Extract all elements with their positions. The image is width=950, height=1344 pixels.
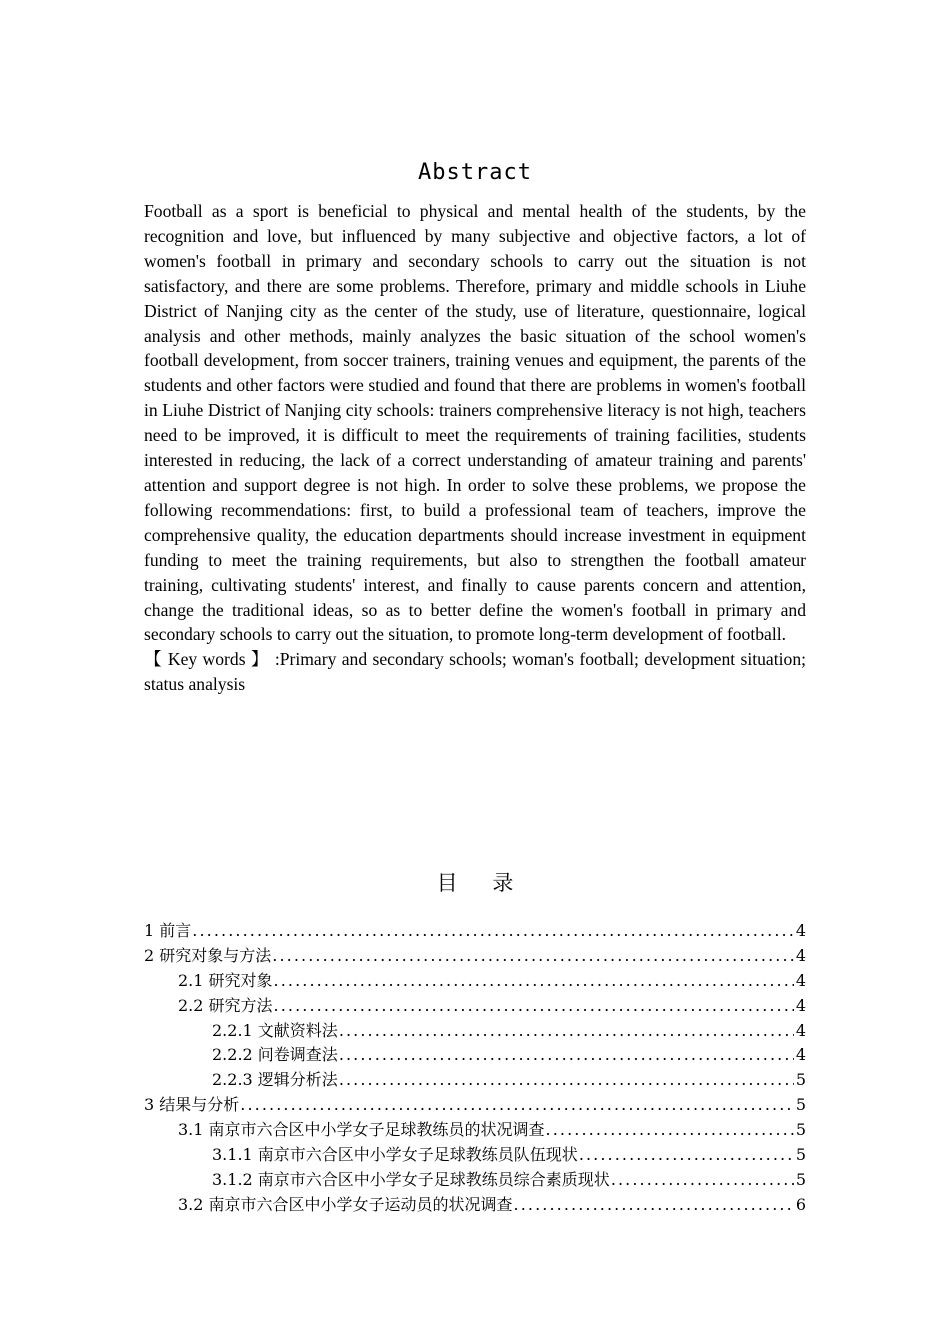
toc-entry-page: 4 bbox=[795, 1045, 806, 1065]
toc-leader-dots bbox=[514, 1195, 794, 1214]
toc-entry-label: 3.1.1 南京市六合区中小学女子足球教练员队伍现状 bbox=[212, 1145, 578, 1165]
toc-entry-label: 3.1.2 南京市六合区中小学女子足球教练员综合素质现状 bbox=[212, 1169, 610, 1189]
toc-entry[interactable] bbox=[144, 1192, 806, 1217]
toc-entry[interactable] bbox=[144, 1067, 806, 1092]
toc-entry-label: 2.2.3 逻辑分析法 bbox=[212, 1070, 338, 1090]
toc-entry-label: 3.1 南京市六合区中小学女子足球教练员的状况调查 bbox=[178, 1120, 545, 1140]
toc-leader-dots bbox=[272, 946, 794, 965]
toc-entry[interactable] bbox=[144, 1042, 806, 1067]
toc-leader-dots bbox=[546, 1120, 794, 1139]
toc-entry-page: 4 bbox=[795, 970, 806, 990]
toc-leader-dots bbox=[274, 996, 794, 1015]
toc-entry-page: 4 bbox=[795, 995, 806, 1015]
toc-leader-dots bbox=[240, 1095, 794, 1114]
toc-entry-page: 5 bbox=[795, 1070, 806, 1090]
toc-entry-label: 2.2.2 问卷调查法 bbox=[212, 1045, 338, 1065]
keywords-label: 【 Key words 】 bbox=[144, 649, 270, 670]
toc-entry-page: 5 bbox=[795, 1120, 806, 1140]
toc-entry-label: 3 结果与分析 bbox=[144, 1095, 240, 1115]
toc-entry[interactable] bbox=[144, 1142, 806, 1167]
toc-entry-label: 1 前言 bbox=[144, 921, 192, 940]
toc-leader-dots bbox=[339, 1021, 794, 1040]
toc-entry[interactable] bbox=[144, 918, 806, 943]
toc-entry-page: 5 bbox=[795, 1095, 806, 1115]
table-of-contents bbox=[144, 918, 806, 1217]
toc-entry[interactable] bbox=[144, 1117, 806, 1142]
toc-leader-dots bbox=[274, 971, 794, 990]
keywords-text: :Primary and secondary schools; woman's football; development situation; status analysis bbox=[144, 649, 806, 695]
toc-entry[interactable] bbox=[144, 968, 806, 993]
toc-entry-page: 5 bbox=[795, 1169, 806, 1189]
toc-entry-page: 6 bbox=[795, 1194, 806, 1214]
toc-entry-page: 4 bbox=[795, 921, 806, 940]
toc-title: 目 录 bbox=[436, 871, 528, 895]
toc-entry-page: 4 bbox=[795, 945, 806, 965]
toc-entry-page: 4 bbox=[795, 1020, 806, 1040]
toc-entry-label: 2.2 研究方法 bbox=[178, 995, 273, 1015]
toc-leader-dots bbox=[339, 1070, 794, 1089]
toc-entry[interactable] bbox=[144, 1092, 806, 1117]
abstract-section bbox=[144, 199, 806, 697]
toc-entry-page: 5 bbox=[795, 1145, 806, 1165]
toc-entry[interactable] bbox=[144, 943, 806, 968]
toc-entry-label: 2.1 研究对象 bbox=[178, 970, 273, 990]
toc-leader-dots bbox=[611, 1170, 794, 1189]
keywords-line bbox=[144, 647, 806, 697]
toc-entry-label: 2.2.1 文献资料法 bbox=[212, 1020, 338, 1040]
toc-entry-label: 2 研究对象与方法 bbox=[144, 945, 272, 965]
toc-leader-dots bbox=[192, 921, 794, 940]
toc-leader-dots bbox=[579, 1145, 794, 1164]
toc-entry-label: 3.2 南京市六合区中小学女子运动员的状况调查 bbox=[178, 1194, 513, 1214]
toc-entry[interactable] bbox=[144, 1018, 806, 1043]
abstract-title: Abstract bbox=[418, 160, 532, 185]
abstract-body-text: Football as a sport is beneficial to physical and mental health of the students, by the recognition and love, but influenced by many subjective and objective factors, a lot of women's football in primary and secondary schools to carry out the situation is not satisfactory, and there are some problems. Therefore, primary and middle schools in Liuhe District of Nanjing city as the center of the study, use of literature, questionnaire, logical analysis and other methods, mainly analyzes the basic situation of the school women's football development, from soccer trainers, training venues and equipment, the parents of the students and other factors were studied and found that there are problems in women's football in Liuhe District of Nanjing city schools: trainers comprehensive literacy is not high, teachers need to be improved, it is difficult to meet the requirements of training facilities, students interested in reducing, the lack of a correct understanding of amateur training and parents' attention and support degree is not high. In order to solve these problems, we propose the following recommendations: first, to build a professional team of teachers, improve the comprehensive quality, the education departments should increase investment in equipment funding to meet the training requirements, but also to strengthen the football amateur training, cultivating students' interest, and finally to cause parents concern and attention, change the traditional ideas, so as to better define the women's football in primary and secondary schools to carry out the situation, to promote long-term development of football. bbox=[144, 201, 806, 645]
toc-entry[interactable] bbox=[144, 1167, 806, 1192]
toc-entry[interactable] bbox=[144, 993, 806, 1018]
toc-leader-dots bbox=[339, 1045, 794, 1064]
